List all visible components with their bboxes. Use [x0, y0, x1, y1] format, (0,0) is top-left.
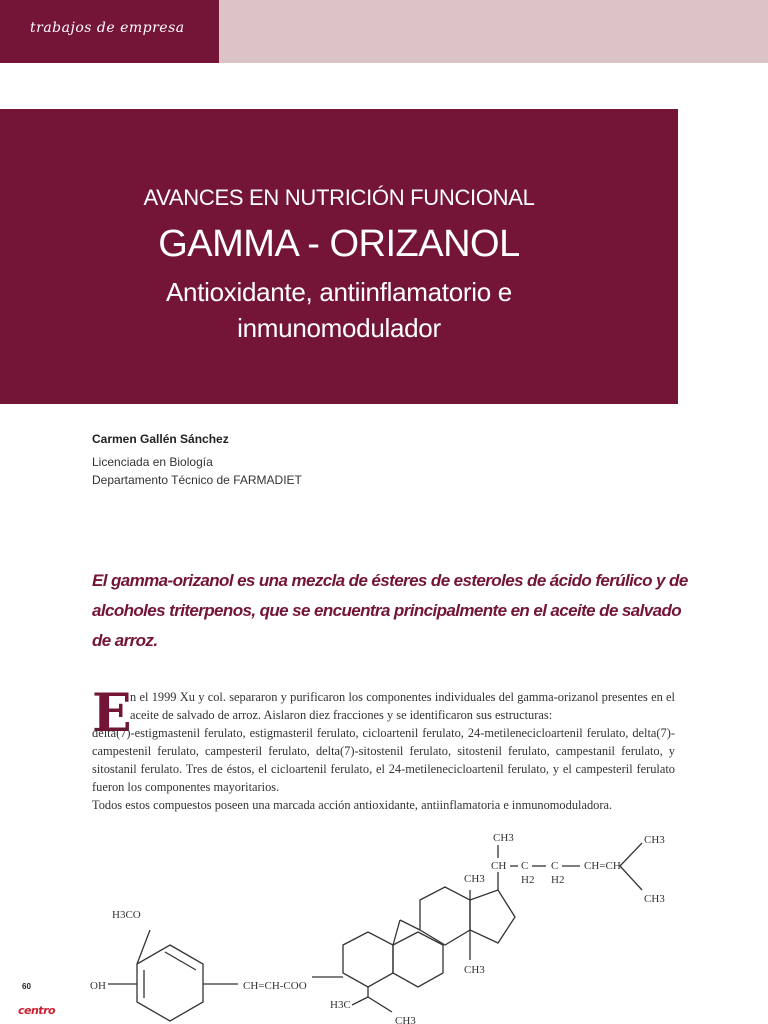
page-subtitle: Antioxidante, antiinflamatorio e inmunomodulador — [166, 277, 512, 343]
article-paragraph-actions: Todos estos compuestos poseen una marcada acción antioxidante, antiinflamatoria e inmunomoduladora. — [92, 798, 613, 812]
section-label: trabajos de empresa — [30, 20, 185, 36]
lead-paragraph: El gamma-orizanol es una mezcla de ésteres de esteroles de ácido ferúlico y de alcoholes triterpenos, que se encuentra principalmente en el aceite de salvado de arroz. — [92, 571, 688, 650]
chemical-structure-diagram — [0, 820, 768, 1024]
label-h2-1: H2 — [521, 874, 535, 886]
label-oh: OH — [90, 980, 106, 992]
author-affiliation: Licenciada en Biología — [92, 455, 213, 469]
label-linker: CH=CH-COO — [243, 980, 307, 992]
author-department: Departamento Técnico de FARMADIET — [92, 473, 302, 487]
label-ch: CH — [491, 860, 507, 872]
hero-kicker: AVANCES EN NUTRICIÓN FUNCIONAL — [143, 185, 535, 210]
label-ch3-top: CH3 — [493, 832, 514, 844]
page-number: 60 — [22, 982, 31, 991]
label-ch3-right-bottom: CH3 — [644, 893, 665, 905]
label-h3co: H3CO — [112, 909, 141, 921]
article-paragraph-compounds: delta(7)-estigmastenil ferulato, estigmasteril ferulato, cicloartenil ferulato, 24-metilenecicloartenil ferulato, delta(7)-campestenil ferulato, campesteril ferulato, delta(7)-sitostenil ferulato, sitostenil ferulato, campestanil ferulato, y sitostanil ferulato. Tres de éstos, el cicloartenil ferulato, el 24-metilenecicloartenil ferulato, y el campesteril ferulato fueron los componentes mayoritarios. — [92, 726, 675, 794]
label-ch3-lower: CH3 — [464, 964, 485, 976]
section-bar — [0, 0, 219, 63]
label-ch3-ring: CH3 — [464, 873, 485, 885]
publication-logo: centro — [18, 1004, 56, 1017]
drop-cap: E — [92, 683, 132, 744]
hero-banner — [0, 109, 678, 404]
label-ch3-bottom: CH3 — [395, 1015, 416, 1024]
label-c2: C — [551, 860, 559, 872]
author-name: Carmen Gallén Sánchez — [92, 432, 229, 446]
section-bar-decoration — [219, 0, 768, 63]
article-paragraph-intro: n el 1999 Xu y col. separaron y purificaron los componentes individuales del gamma-orizanol presentes en el aceite de salvado de arroz. Aislaron diez fracciones y se identificaron sus estructuras: — [130, 690, 675, 722]
label-h2-2: H2 — [551, 874, 565, 886]
page-title: GAMMA - ORIZANOL — [158, 223, 520, 265]
label-c1: C — [521, 860, 529, 872]
label-h3c: H3C — [330, 999, 351, 1011]
label-ch3-right-top: CH3 — [644, 834, 665, 846]
label-chch: CH=CH — [584, 860, 621, 872]
